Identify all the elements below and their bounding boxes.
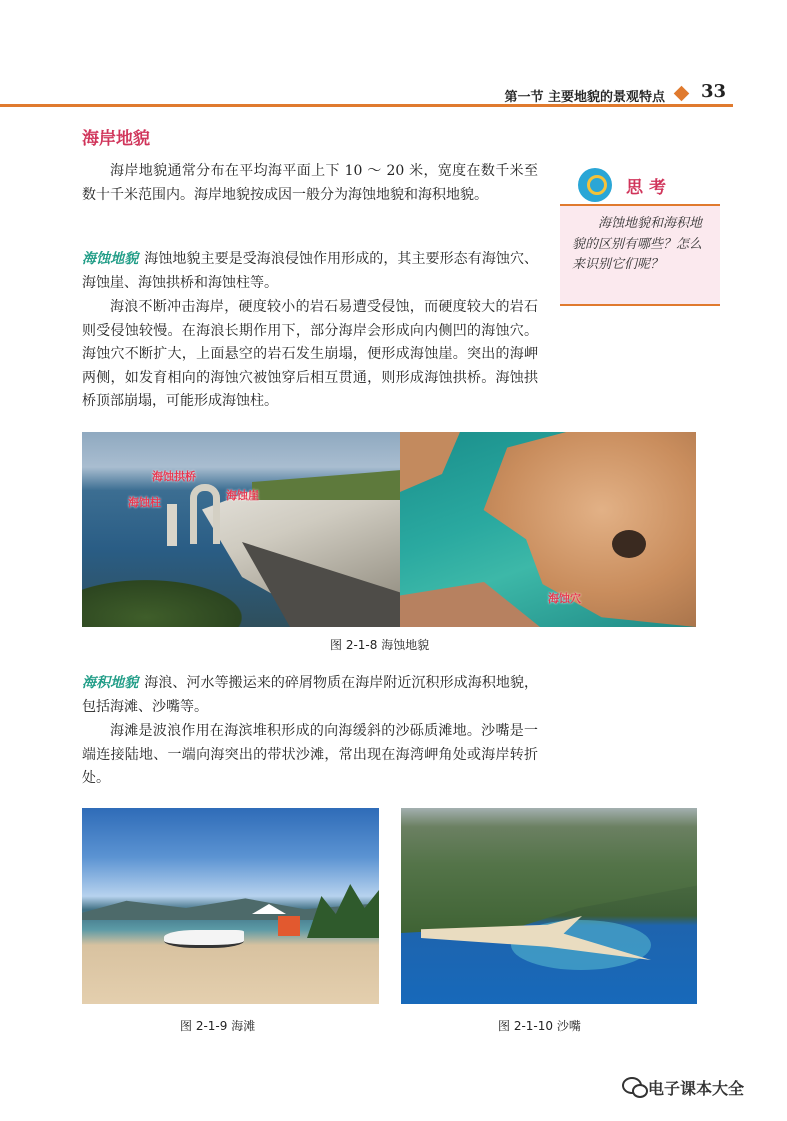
watermark-text: 电子课本大全 [648, 1079, 745, 1098]
label-sea-cliff: 海蚀崖 [226, 489, 259, 502]
heading-coastal-landforms: 海岸地貌 [82, 129, 150, 149]
grass-shape [252, 470, 400, 500]
land-shape [401, 808, 697, 933]
page-header [0, 78, 787, 108]
rock-shape [400, 582, 540, 627]
arch-shape [190, 484, 220, 544]
label-sea-arch: 海蚀拱桥 [152, 470, 196, 483]
foreground-shape [82, 580, 242, 627]
erosion-body-paragraph: 海浪不断冲击海岸，硬度较小的岩石易遭受侵蚀，而硬度较大的岩石则受侵蚀较慢。在海浪长期作用下，部分海岸会形成向内侧凹的海蚀穴。海蚀穴不断扩大，上面悬空的岩石发生崩塌，便形成海蚀崖。突出的海岬两侧，如发育相向的海蚀穴被蚀穿后相互贯通，则形成海蚀拱桥。海蚀拱桥顶部崩塌，可能形成海蚀柱。 [82, 299, 538, 409]
photo-sea-cave [400, 432, 696, 627]
caption-fig-2-1-8: 图 2-1-8 海蚀地貌 [330, 638, 430, 652]
deposition-lead-paragraph [82, 672, 538, 719]
boat-shape [164, 930, 244, 948]
think-content [560, 206, 720, 306]
wechat-icon [622, 1077, 642, 1094]
think-title: 思考 [626, 178, 672, 198]
photo-beach [82, 808, 379, 1004]
people-shape [278, 916, 300, 936]
label-sea-cave: 海蚀穴 [548, 592, 581, 605]
think-question: 海蚀地貌和海积地貌的区别有哪些？怎么来识别它们呢？ [572, 216, 703, 272]
rock-shape [400, 432, 460, 492]
photo-sand-spit [401, 808, 697, 1004]
section-title: 第一节 主要地貌的景观特点 [504, 90, 665, 105]
keyword-deposition: 海积地貌 [82, 675, 139, 691]
caption-fig-2-1-10: 图 2-1-10 沙嘴 [498, 1019, 581, 1033]
intro-paragraph: 海岸地貌通常分布在平均海平面上下 10 ～ 20 米，宽度在数千米至数十千米范围内。海岸地貌按成因一般分为海蚀地貌和海积地貌。 [82, 163, 538, 203]
stack-shape [167, 504, 177, 546]
diamond-icon [674, 86, 690, 102]
label-sea-stack: 海蚀柱 [128, 496, 161, 509]
page-number: 33 [701, 81, 727, 102]
cave-shape [612, 530, 646, 558]
keyword-erosion: 海蚀地貌 [82, 251, 139, 267]
deposition-lead-text: 海浪、河水等搬运来的碎屑物质在海岸附近沉积形成海积地貌，包括海滩、沙嘴等。 [82, 675, 539, 715]
deposition-body-paragraph: 海滩是波浪作用在海滨堆积形成的向海缓斜的沙砾质滩地。沙嘴是一端连接陆地、一端向海突出的带状沙滩，常出现在海湾岬角处或海岸转折处。 [82, 723, 538, 786]
thinking-head-icon [578, 168, 612, 202]
caption-fig-2-1-9: 图 2-1-9 海滩 [180, 1019, 256, 1033]
think-box [560, 168, 720, 310]
trees-shape [307, 878, 379, 938]
erosion-lead-paragraph [82, 248, 538, 295]
erosion-lead-text: 海蚀地貌主要是受海浪侵蚀作用形成的，其主要形态有海蚀穴、海蚀崖、海蚀拱桥和海蚀柱等。 [82, 251, 539, 291]
photo-sea-cliff-arch [82, 432, 400, 627]
